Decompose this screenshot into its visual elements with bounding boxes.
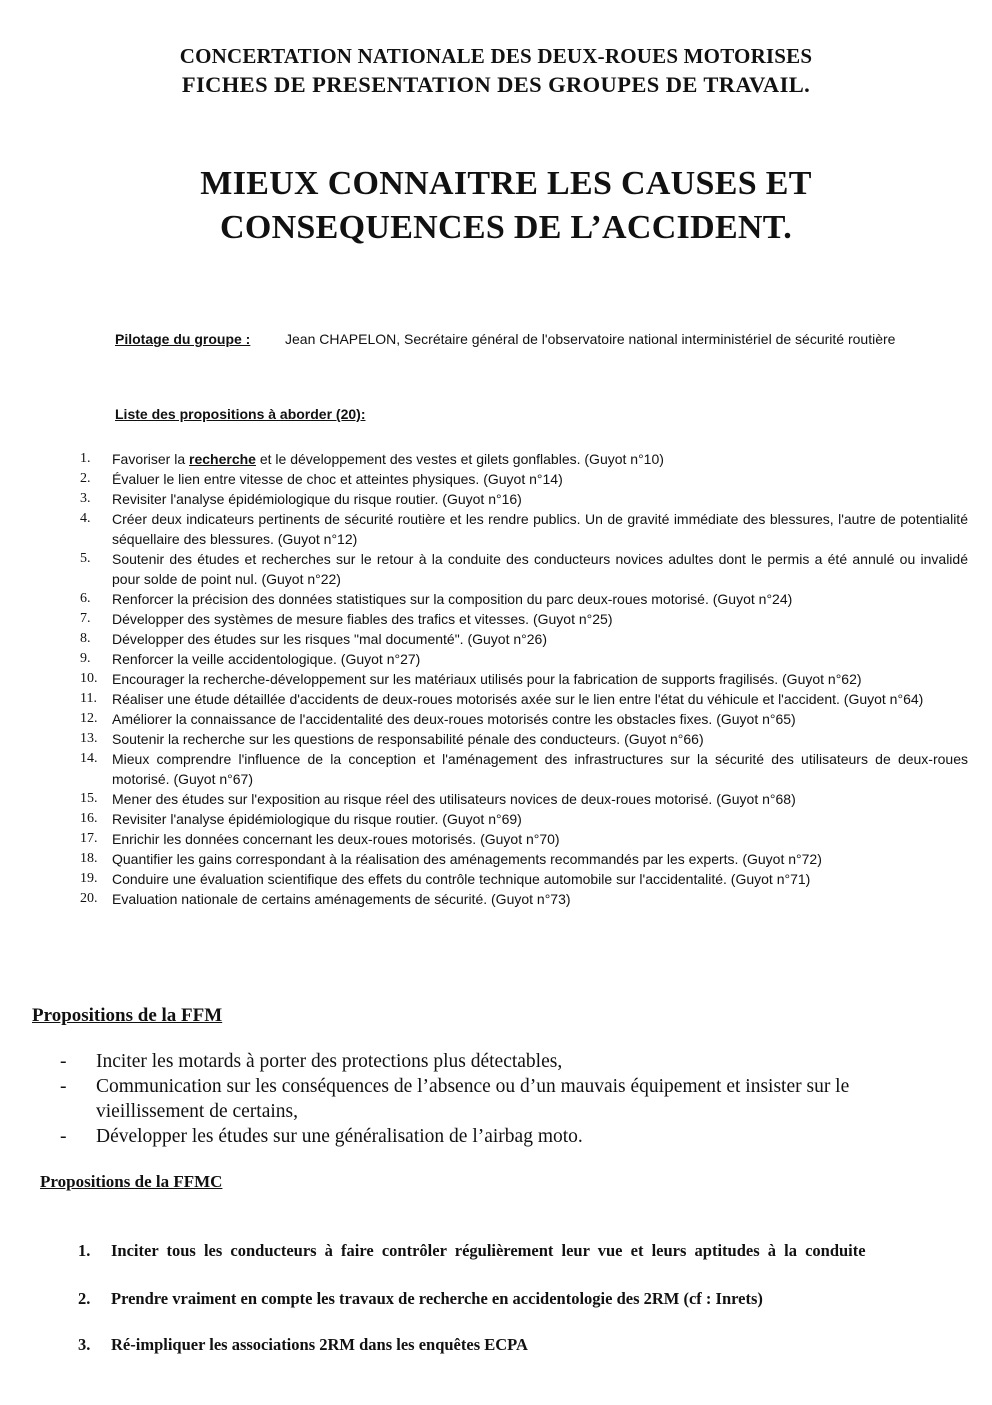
pilotage-label: Pilotage du groupe : (115, 331, 251, 347)
ffm-item-text: Inciter les motards à porter des protections plus détectables, (96, 1051, 563, 1072)
proposition-number: 11. (80, 691, 97, 706)
proposition-number: 14. (80, 751, 98, 766)
proposition-item (0, 749, 992, 789)
proposition-text: Mener des études sur l'exposition au risque réel des utilisateurs novices de deux-roues motorisé. (Guyot n°68) (112, 791, 796, 807)
ffm-heading: Propositions de la FFM (32, 1005, 223, 1026)
proposition-number: 13. (80, 731, 98, 746)
proposition-number: 4. (80, 511, 91, 526)
propositions-list (0, 449, 992, 909)
proposition-text: Renforcer la précision des données statistiques sur la composition du parc deux-roues motorisé. (Guyot n°24) (112, 591, 793, 607)
proposition-number: 12. (80, 711, 98, 726)
proposition-number: 1. (80, 451, 91, 466)
ffm-item (0, 1124, 992, 1149)
proposition-item (0, 829, 992, 849)
proposition-item (0, 489, 992, 509)
proposition-item (0, 809, 992, 829)
proposition-item (0, 509, 992, 549)
ffmc-item (0, 1334, 992, 1356)
proposition-item (0, 469, 992, 489)
proposition-text: Créer deux indicateurs pertinents de sécurité routière et les rendre publics. Un de gravité immédiate des blessures, l'autre de potentialité séquellaire des blessures. (Guyot n°12) (112, 511, 968, 547)
proposition-text: Évaluer le lien entre vitesse de choc et atteintes physiques. (Guyot n°14) (112, 471, 563, 487)
proposition-item (0, 629, 992, 649)
proposition-number: 10. (80, 671, 98, 686)
proposition-number: 6. (80, 591, 91, 606)
proposition-text: Soutenir la recherche sur les questions de responsabilité pénale des conducteurs. (Guyot n°66) (112, 731, 704, 747)
ffmc-item (0, 1288, 992, 1310)
ffmc-item-number: 1. (78, 1241, 91, 1260)
ffmc-item-text: Prendre vraiment en compte les travaux de recherche en accidentologie des 2RM (cf : Inrets) (111, 1289, 763, 1308)
ffmc-item-number: 2. (78, 1289, 91, 1308)
proposition-number: 16. (80, 811, 98, 826)
ffmc-heading: Propositions de la FFMC (40, 1172, 223, 1191)
proposition-item (0, 729, 992, 749)
proposition-item (0, 849, 992, 869)
proposition-item (0, 549, 992, 589)
proposition-number: 19. (80, 871, 98, 886)
proposition-number: 3. (80, 491, 91, 506)
proposition-text: Développer des systèmes de mesure fiables des trafics et vitesses. (Guyot n°25) (112, 611, 613, 627)
proposition-item (0, 609, 992, 629)
proposition-item (0, 649, 992, 669)
proposition-item (0, 789, 992, 809)
proposition-keyword: recherche (189, 451, 256, 467)
proposition-number: 9. (80, 651, 91, 666)
proposition-item (0, 709, 992, 729)
ffmc-item-text: Inciter tous les conducteurs à faire contrôler régulièrement leur vue et leurs aptitudes à la conduite (111, 1241, 866, 1260)
ffmc-propositions-list (0, 1240, 992, 1356)
proposition-number: 17. (80, 831, 98, 846)
proposition-item (0, 889, 992, 909)
propositions-list-heading: Liste des propositions à aborder (20): (115, 406, 366, 422)
proposition-item (0, 589, 992, 609)
ffm-item-text: Communication sur les conséquences de l’absence ou d’un mauvais équipement et insister sur le vieillissement de certains, (96, 1076, 850, 1122)
proposition-text-pre: Favoriser la (112, 451, 190, 467)
proposition-text: Enrichir les données concernant les deux-roues motorisés. (Guyot n°70) (112, 831, 560, 847)
proposition-text: Revisiter l'analyse épidémiologique du risque routier. (Guyot n°16) (112, 491, 522, 507)
proposition-text: Soutenir des études et recherches sur le retour à la conduite des conducteurs novices adultes dont le permis a été annulé ou invalidé pour solde de point nul. (Guyot n°22) (112, 551, 968, 587)
title-line-1: MIEUX CONNAITRE LES CAUSES ET (200, 165, 812, 202)
header-line-2: FICHES DE PRESENTATION DES GROUPES DE TRAVAIL. (181, 72, 811, 97)
proposition-number: 5. (80, 551, 91, 566)
title-line-2: CONSEQUENCES DE L’ACCIDENT. (219, 209, 793, 246)
bullet-dash: - (60, 1076, 67, 1097)
proposition-number: 8. (80, 631, 91, 646)
ffmc-item-text: Ré-impliquer les associations 2RM dans les enquêtes ECPA (111, 1335, 528, 1354)
proposition-text: Revisiter l'analyse épidémiologique du risque routier. (Guyot n°69) (112, 811, 522, 827)
proposition-text: Développer des études sur les risques "mal documenté". (Guyot n°26) (112, 631, 547, 647)
proposition-text: et le développement des vestes et gilets gonflables. (Guyot n°10) (255, 451, 664, 467)
ffm-item-text: Développer les études sur une généralisation de l’airbag moto. (96, 1126, 583, 1147)
proposition-item (0, 689, 992, 709)
proposition-number: 2. (80, 471, 91, 486)
proposition-number: 20. (80, 891, 98, 906)
proposition-number: 7. (80, 611, 91, 626)
proposition-text: Réaliser une étude détaillée d'accidents de deux-roues motorisés axée sur le lien entre l'état du véhicule et l'accident. (Guyot n°64) (112, 691, 924, 707)
pilotage-value: Jean CHAPELON, Secrétaire général de l'observatoire national interministériel de sécurité routière (285, 331, 896, 347)
document-title (0, 162, 992, 250)
proposition-text: Renforcer la veille accidentologique. (Guyot n°27) (112, 651, 421, 667)
ffm-propositions-list (0, 1049, 992, 1149)
proposition-text: Mieux comprendre l'influence de la conception et l'aménagement des infrastructures sur la sécurité des utilisateurs de deux-roues motorisé. (Guyot n°67) (112, 751, 968, 787)
proposition-text: Conduire une évaluation scientifique des effets du contrôle technique automobile sur l'accidentalité. (Guyot n°71) (112, 871, 811, 887)
ffm-item (0, 1049, 992, 1074)
proposition-item (0, 669, 992, 689)
ffmc-item-number: 3. (78, 1335, 91, 1354)
ffmc-item (0, 1240, 992, 1262)
proposition-item (0, 869, 992, 889)
header-line-1: CONCERTATION NATIONALE DES DEUX-ROUES MOTORISES (179, 44, 813, 68)
proposition-text: Evaluation nationale de certains aménagements de sécurité. (Guyot n°73) (112, 891, 571, 907)
proposition-text: Quantifier les gains correspondant à la réalisation des aménagements recommandés par les experts. (Guyot n°72) (112, 851, 822, 867)
proposition-item (0, 449, 992, 469)
proposition-text: Encourager la recherche-développement sur les matériaux utilisés pour la fabrication de supports fragilisés. (Guyot n°62) (112, 671, 862, 687)
proposition-text: Améliorer la connaissance de l'accidentalité des deux-roues motorisés contre les obstacles fixes. (Guyot n°65) (112, 711, 796, 727)
bullet-dash: - (60, 1051, 67, 1072)
proposition-number: 15. (80, 791, 98, 806)
proposition-number: 18. (80, 851, 98, 866)
bullet-dash: - (60, 1126, 67, 1147)
ffm-item (0, 1074, 992, 1124)
